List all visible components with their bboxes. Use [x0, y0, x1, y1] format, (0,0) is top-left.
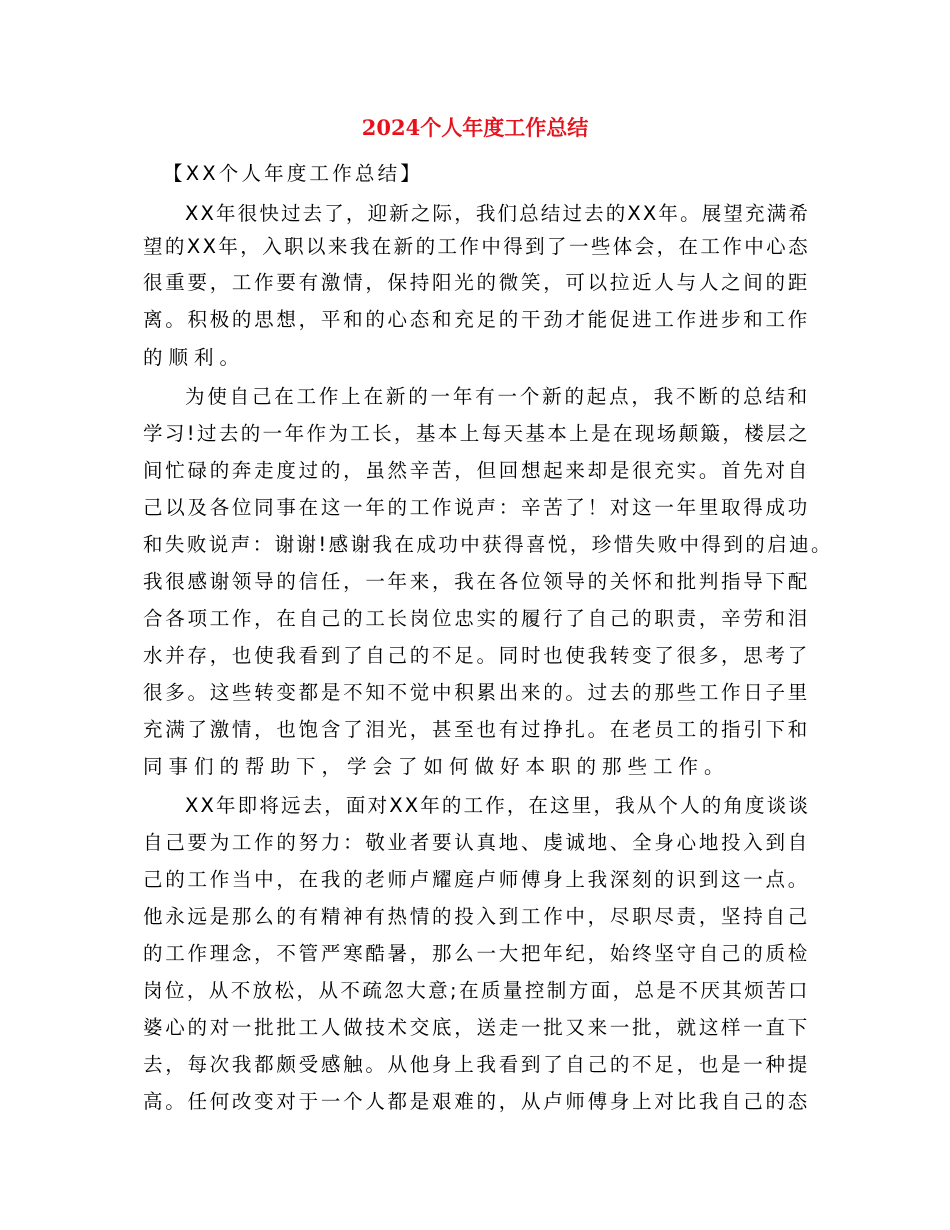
paragraph-line: XX年很快过去了，迎新之际，我们总结过去的XX年。展望充满希: [185, 202, 810, 225]
paragraph-line: 同事们的帮助下，学会了如何做好本职的那些工作。: [143, 755, 730, 778]
paragraph-line: 的顺利。: [143, 346, 246, 369]
paragraph-line: 很重要，工作要有激情，保持阳光的微笑，可以拉近人与人之间的距: [143, 271, 810, 294]
paragraph-line: 间忙碌的奔走度过的，虽然辛苦，但回想起来却是很充实。首先对自: [143, 459, 810, 482]
paragraph-line: 自己要为工作的努力：敬业者要认真地、虔诚地、全身心地投入到自: [143, 831, 810, 854]
paragraph-line: 己以及各位同事在这一年的工作说声：辛苦了！对这一年里取得成功: [143, 496, 810, 519]
paragraph-line: 水并存，也使我看到了自己的不足。同时也使我转变了很多，思考了: [143, 644, 810, 667]
paragraph-line: 岗位，从不放松，从不疏忽大意;在质量控制方面，总是不厌其烦苦口: [143, 979, 810, 1002]
paragraph-line: 和失败说声：谢谢!感谢我在成功中获得喜悦，珍惜失败中得到的启迪。: [143, 533, 833, 556]
paragraph-line: 他永远是那么的有精神有热情的投入到工作中，尽职尽责，坚持自己: [143, 905, 810, 928]
paragraph-line: 充满了激情，也饱含了泪光，甚至也有过挣扎。在老员工的指引下和: [143, 718, 810, 741]
paragraph-line: 己的工作当中，在我的老师卢耀庭卢师傅身上我深刻的识到这一点。: [143, 868, 810, 891]
paragraph-line: 去，每次我都颇受感触。从他身上我看到了自己的不足，也是一种提: [143, 1053, 810, 1076]
document-title: 2024个人年度工作总结: [361, 115, 589, 140]
paragraph-line: XX年即将远去，面对XX年的工作，在这里，我从个人的角度谈谈: [185, 794, 810, 817]
paragraph-line: 我很感谢领导的信任，一年来，我在各位领导的关怀和批判指导下配: [143, 570, 810, 593]
paragraph-line: 的工作理念，不管严寒酷暑，那么一大把年纪，始终坚守自己的质检: [143, 942, 810, 965]
paragraph-line: 合各项工作，在自己的工长岗位忠实的履行了自己的职责，辛劳和泪: [143, 607, 810, 630]
paragraph-line: 学习!过去的一年作为工长，基本上每天基本上是在现场颠簸，楼层之: [143, 422, 810, 445]
paragraph-line: 很多。这些转变都是不知不觉中积累出来的。过去的那些工作日子里: [143, 681, 810, 704]
paragraph-line: 望的XX年，入职以来我在新的工作中得到了一些体会，在工作中心态: [143, 235, 810, 258]
paragraph-line: 为使自己在工作上在新的一年有一个新的起点，我不断的总结和: [185, 385, 810, 408]
paragraph-line: 离。积极的思想，平和的心态和充足的干劲才能促进工作进步和工作: [143, 308, 810, 331]
paragraph-line: 婆心的对一批批工人做技术交底，送走一批又来一批，就这样一直下: [143, 1016, 810, 1039]
paragraph-line: 高。任何改变对于一个人都是艰难的，从卢师傅身上对比我自己的态: [143, 1090, 810, 1113]
section-heading: 【XX个人年度工作总结】: [163, 162, 423, 185]
